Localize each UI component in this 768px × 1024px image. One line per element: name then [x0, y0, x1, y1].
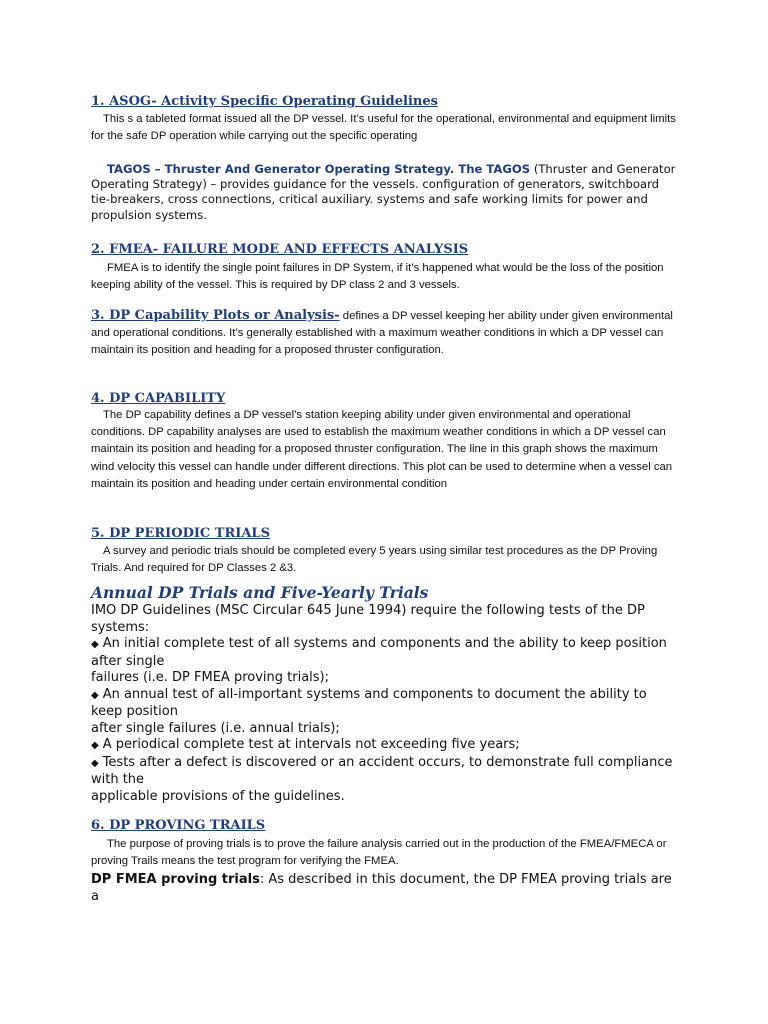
proving-fmea-lead: DP FMEA proving trials: [91, 872, 260, 887]
annual-intro: IMO DP Guidelines (MSC Circular 645 June 1994) require the following tests of the DP systems:: [91, 603, 645, 635]
proving-body: [91, 836, 681, 870]
diamond-bullet-icon: ◆: [91, 740, 99, 751]
periodic-heading: 5. DP PERIODIC TRIALS: [91, 526, 270, 541]
fmea-body: [91, 260, 681, 294]
proving-fmea-tail: : As described in this document, the DP FMEA proving trials are a: [91, 872, 672, 904]
diamond-bullet-icon: ◆: [91, 639, 99, 650]
capability-plots-body: defines a DP vessel keeping her ability under given environmental and operational conditions. It’s generally established with a maximum weather conditions in which a DP vessel can maintain its position and heading for a proposed thruster configuration.: [91, 310, 673, 357]
tagos-paragraph: [91, 162, 681, 223]
periodic-body: [91, 543, 681, 577]
asog-body-text: This s a tableted format issued all the DP vessel. It’s useful for the operational, environmental and equipment limits for the safe DP operation while carrying out the specific operating: [91, 113, 676, 143]
annual-bullet-1: ◆ An initial complete test of all systems and components and the ability to keep position after single: [91, 636, 667, 669]
proving-body-text: The purpose of proving trials is to prove the failure analysis carried out in the production of the FMEA/FMECA or proving Trails means the test program for verifying the FMEA.: [91, 838, 667, 868]
proving-heading: 6. DP PROVING TRAILS: [91, 818, 266, 833]
annual-bullet-2-cont: after single failures (i.e. annual trials);: [91, 720, 340, 736]
annual-bullet-4-cont: applicable provisions of the guidelines.: [91, 788, 345, 804]
capability-plots-heading: 3. DP Capability Plots or Analysis-: [91, 308, 340, 323]
annual-body: [91, 603, 681, 805]
asog-heading: 1. ASOG- Activity Specific Operating Guidelines: [91, 94, 438, 109]
capability-plots-paragraph: [91, 307, 681, 360]
proving-fmea-paragraph: [91, 872, 681, 905]
diamond-bullet-icon: ◆: [91, 689, 99, 701]
capability-body-text: The DP capability defines a DP vessel’s station keeping ability under given environmental and operational conditions. DP capability analyses are used to establish the maximum weather conditions in which a DP vessel can maintain its position and heading for a proposed thruster configuration. The line in this graph shows the maximum wind velocity this vessel can handle under different directions. This plot can be used to determine when a vessel can maintain its position and heading under certain environmental condition: [91, 409, 673, 490]
annual-bullet-4: ◆ Tests after a defect is discovered or an accident occurs, to demonstrate full compliance with the: [91, 754, 673, 787]
capability-body: [91, 407, 681, 493]
annual-bullet-1-cont: failures (i.e. DP FMEA proving trials);: [91, 670, 330, 685]
fmea-body-text: FMEA is to identify the single point failures in DP System, if it’s happened what would be the loss of the position keeping ability of the vessel. This is required by DP class 2 and 3 vessels.: [91, 262, 664, 292]
tagos-body: (Thruster and Generator Operating Strategy) – provides guidance for the vessels. configuration of generators, switchboard tie-breakers, cross connections, critical auxiliary. systems and safe working limits for power and propulsion systems.: [91, 162, 676, 222]
annual-heading: Annual DP Trials and Five-Yearly Trials: [91, 583, 429, 602]
capability-heading: 4. DP CAPABILITY: [91, 391, 226, 406]
diamond-bullet-icon: ◆: [91, 757, 99, 769]
tagos-lead: TAGOS – Thruster And Generator Operating Strategy. The TAGOS: [107, 162, 531, 176]
periodic-body-text: A survey and periodic trials should be completed every 5 years using similar test procedures as the DP Proving Trials. And required for DP Classes 2 &3.: [91, 545, 658, 575]
fmea-heading: 2. FMEA- FAILURE MODE AND EFFECTS ANALYSIS: [91, 242, 469, 257]
annual-bullet-3: ◆ A periodical complete test at intervals not exceeding five years;: [91, 737, 520, 752]
asog-body: [91, 111, 681, 145]
annual-bullet-2: ◆ An annual test of all-important systems and components to document the ability to keep position: [91, 686, 647, 719]
